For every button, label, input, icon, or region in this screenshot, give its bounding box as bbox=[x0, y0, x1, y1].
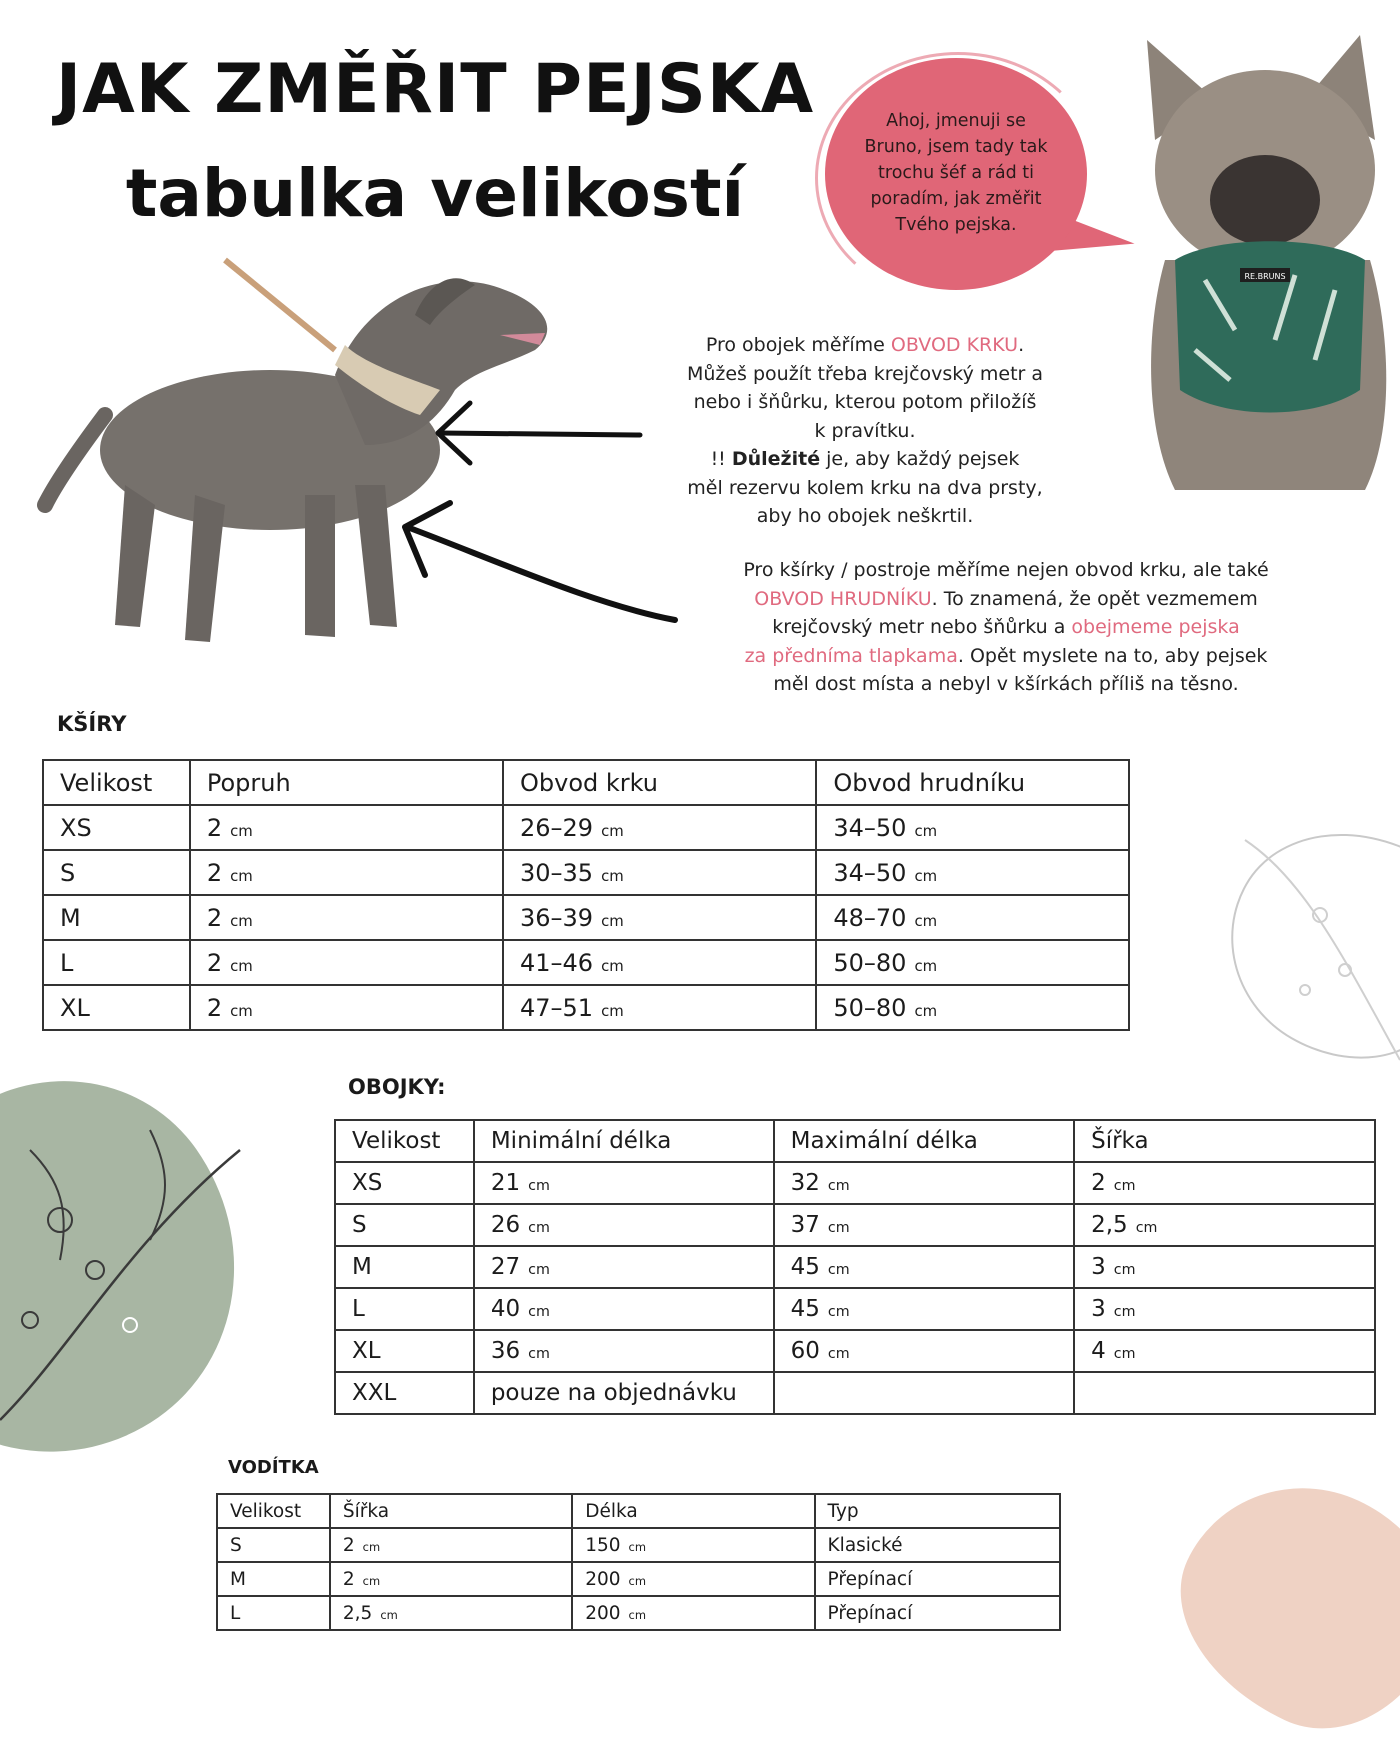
table-cell: L bbox=[43, 940, 190, 985]
page-subtitle: tabulka velikostí bbox=[125, 155, 745, 232]
table-cell: S bbox=[217, 1528, 330, 1562]
table-row bbox=[217, 1596, 1060, 1630]
unit-label: cm bbox=[601, 956, 624, 975]
unit-label: cm bbox=[230, 821, 253, 840]
table-cell: XS bbox=[43, 805, 190, 850]
table-cell: 2 cm bbox=[190, 985, 503, 1030]
table-cell: 2 cm bbox=[190, 895, 503, 940]
table-cell: 30–35 cm bbox=[503, 850, 816, 895]
harness-size-table bbox=[42, 759, 1130, 1031]
unit-label: cm bbox=[628, 1539, 646, 1554]
table-cell: Přepínací bbox=[815, 1562, 1060, 1596]
table-cell: M bbox=[335, 1246, 474, 1288]
unit-label: cm bbox=[362, 1573, 381, 1588]
table-cell: 26–29 cm bbox=[503, 805, 816, 850]
column-header: Velikost bbox=[217, 1494, 330, 1528]
table-cell: 27 cm bbox=[474, 1246, 774, 1288]
unit-label: cm bbox=[827, 1262, 850, 1278]
table-header-row bbox=[335, 1120, 1375, 1162]
unit-label: cm bbox=[914, 866, 938, 885]
table-cell: 48–70 cm bbox=[816, 895, 1129, 940]
table-cell: Klasické bbox=[815, 1528, 1060, 1562]
unit-label: cm bbox=[827, 1304, 850, 1320]
table-row bbox=[217, 1528, 1060, 1562]
leash-section-heading: VODÍTKA bbox=[228, 1457, 319, 1478]
table-row bbox=[335, 1204, 1375, 1246]
table-cell: 50–80 cm bbox=[816, 985, 1129, 1030]
unit-label: cm bbox=[601, 866, 624, 885]
table-cell: L bbox=[335, 1288, 474, 1330]
table-cell: XL bbox=[43, 985, 190, 1030]
table-row bbox=[335, 1372, 1375, 1414]
unit-label: cm bbox=[362, 1539, 381, 1554]
monstera-green-veins bbox=[0, 1090, 260, 1470]
unit-label: cm bbox=[628, 1573, 646, 1588]
leash-size-table bbox=[216, 1493, 1061, 1631]
table-cell: XL bbox=[335, 1330, 474, 1372]
column-header: Velikost bbox=[43, 760, 190, 805]
table-header-row bbox=[217, 1494, 1060, 1528]
table-row bbox=[335, 1288, 1375, 1330]
column-header: Popruh bbox=[190, 760, 503, 805]
table-cell: 21 cm bbox=[474, 1162, 774, 1204]
unit-label: cm bbox=[230, 911, 253, 930]
unit-label: cm bbox=[1113, 1346, 1136, 1362]
table-row bbox=[43, 895, 1129, 940]
unit-label: cm bbox=[230, 956, 253, 975]
table-cell: 32 cm bbox=[774, 1162, 1074, 1204]
unit-label: cm bbox=[1113, 1262, 1136, 1278]
table-cell: 41–46 cm bbox=[503, 940, 816, 985]
unit-label: cm bbox=[827, 1178, 850, 1194]
french-bulldog-image bbox=[1135, 30, 1400, 505]
column-header: Maximální délka bbox=[774, 1120, 1074, 1162]
table-row bbox=[217, 1562, 1060, 1596]
table-cell: 47–51 cm bbox=[503, 985, 816, 1030]
table-row bbox=[335, 1246, 1375, 1288]
unit-label: cm bbox=[528, 1178, 550, 1194]
table-row bbox=[335, 1162, 1375, 1204]
table-cell: pouze na objednávku bbox=[474, 1372, 774, 1414]
unit-label: cm bbox=[914, 956, 938, 975]
table-cell: 45 cm bbox=[774, 1246, 1074, 1288]
unit-label: cm bbox=[601, 1001, 624, 1020]
table-cell: 200 cm bbox=[572, 1562, 814, 1596]
column-header: Obvod krku bbox=[503, 760, 816, 805]
table-cell: 150 cm bbox=[572, 1528, 814, 1562]
column-header: Délka bbox=[572, 1494, 814, 1528]
table-cell: 3 cm bbox=[1074, 1288, 1375, 1330]
table-row bbox=[43, 985, 1129, 1030]
unit-label: cm bbox=[914, 821, 938, 840]
collar-section-heading: OBOJKY: bbox=[348, 1075, 446, 1099]
table-cell: 45 cm bbox=[774, 1288, 1074, 1330]
table-cell: S bbox=[335, 1204, 474, 1246]
table-cell: XS bbox=[335, 1162, 474, 1204]
monstera-pink-leaf bbox=[1144, 1446, 1400, 1764]
table-cell: 2 cm bbox=[330, 1562, 572, 1596]
table-cell: 3 cm bbox=[1074, 1246, 1375, 1288]
table-cell: XXL bbox=[335, 1372, 474, 1414]
table-row bbox=[43, 850, 1129, 895]
table-cell: 2,5 cm bbox=[330, 1596, 572, 1630]
table-row bbox=[43, 940, 1129, 985]
collar-measure-note: Pro obojek měříme OBVOD KRKU. Můžeš použít třeba krejčovský metr a nebo i šňůrku, kterou potom přiložíš k pravítku. !! Důležité je, aby každý pejsek měl rezervu kolem krku na dva prsty, aby ho obojek neškrtil. bbox=[686, 334, 1044, 527]
table-cell: 2 cm bbox=[190, 805, 503, 850]
unit-label: cm bbox=[528, 1262, 550, 1278]
table-cell: 60 cm bbox=[774, 1330, 1074, 1372]
unit-label: cm bbox=[628, 1607, 646, 1622]
table-cell: 2 cm bbox=[190, 940, 503, 985]
unit-label: cm bbox=[528, 1346, 550, 1362]
table-header-row bbox=[43, 760, 1129, 805]
table-cell: 40 cm bbox=[474, 1288, 774, 1330]
table-cell: 2 cm bbox=[330, 1528, 572, 1562]
collar-size-table bbox=[334, 1119, 1376, 1415]
table-cell: M bbox=[43, 895, 190, 940]
table-cell: 37 cm bbox=[774, 1204, 1074, 1246]
table-cell: 200 cm bbox=[572, 1596, 814, 1630]
unit-label: cm bbox=[528, 1304, 550, 1320]
table-cell bbox=[774, 1372, 1074, 1414]
table-cell: 2 cm bbox=[1074, 1162, 1375, 1204]
column-header: Velikost bbox=[335, 1120, 474, 1162]
unit-label: cm bbox=[914, 911, 938, 930]
harness-section-heading: KŠÍRY bbox=[57, 712, 127, 736]
column-header: Obvod hrudníku bbox=[816, 760, 1129, 805]
unit-label: cm bbox=[914, 1001, 938, 1020]
table-cell: 2 cm bbox=[190, 850, 503, 895]
table-cell: Přepínací bbox=[815, 1596, 1060, 1630]
unit-label: cm bbox=[1135, 1220, 1158, 1236]
unit-label: cm bbox=[827, 1220, 850, 1236]
unit-label: cm bbox=[1113, 1178, 1136, 1194]
column-header: Šířka bbox=[330, 1494, 572, 1528]
table-cell: 34–50 cm bbox=[816, 850, 1129, 895]
table-cell: 4 cm bbox=[1074, 1330, 1375, 1372]
unit-label: cm bbox=[230, 1001, 253, 1020]
table-cell: 36 cm bbox=[474, 1330, 774, 1372]
arrow-chest-icon bbox=[395, 495, 680, 635]
unit-label: cm bbox=[827, 1346, 850, 1362]
harness-measure-note: Pro kšírky / postroje měříme nejen obvod krku, ale také OBVOD HRUDNÍKU. To znamená, že opět vezmemem krejčovský metr nebo šňůrku a obejmeme pejska za předníma tlapkama. Opět myslete na to, aby pejsek měl dost místa a nebyl v kšírkách příliš na těsno. bbox=[743, 559, 1269, 695]
unit-label: cm bbox=[601, 911, 624, 930]
unit-label: cm bbox=[528, 1220, 550, 1236]
table-cell: 2,5 cm bbox=[1074, 1204, 1375, 1246]
unit-label: cm bbox=[1113, 1304, 1136, 1320]
column-header: Typ bbox=[815, 1494, 1060, 1528]
table-cell bbox=[1074, 1372, 1375, 1414]
arrow-neck-icon bbox=[430, 395, 650, 470]
unit-label: cm bbox=[601, 821, 624, 840]
table-row bbox=[43, 805, 1129, 850]
harness-badge-text: RE.BRUNS bbox=[1244, 272, 1286, 281]
unit-label: cm bbox=[230, 866, 253, 885]
column-header: Minimální délka bbox=[474, 1120, 774, 1162]
table-cell: M bbox=[217, 1562, 330, 1596]
monstera-outline-veins bbox=[1225, 820, 1400, 1070]
column-header: Šířka bbox=[1074, 1120, 1375, 1162]
table-cell: L bbox=[217, 1596, 330, 1630]
unit-label: cm bbox=[380, 1607, 398, 1622]
table-cell: 50–80 cm bbox=[816, 940, 1129, 985]
table-cell: 36–39 cm bbox=[503, 895, 816, 940]
page-title: JAK ZMĚŘIT PEJSKA bbox=[55, 50, 815, 129]
speech-bubble-text: Ahoj, jmenuji se Bruno, jsem tady tak trochu šéf a rád ti poradím, jak změřit Tvého pejska. bbox=[864, 111, 1048, 235]
table-row bbox=[335, 1330, 1375, 1372]
table-cell: S bbox=[43, 850, 190, 895]
table-cell: 34–50 cm bbox=[816, 805, 1129, 850]
table-cell: 26 cm bbox=[474, 1204, 774, 1246]
